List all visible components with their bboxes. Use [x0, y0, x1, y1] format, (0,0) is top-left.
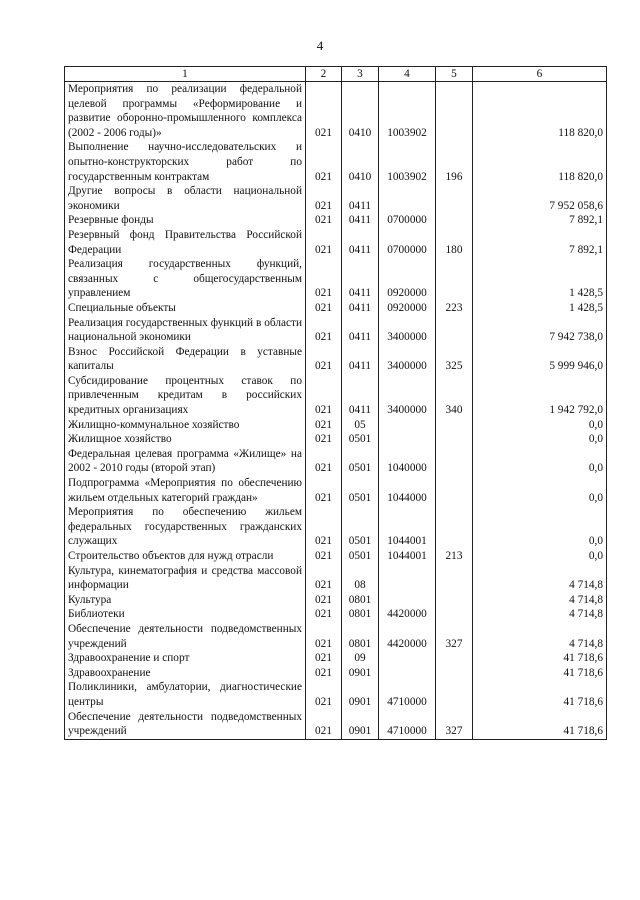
row-col-3: 0901 — [342, 680, 379, 709]
row-col-4: 4420000 — [379, 607, 436, 622]
row-col-5 — [436, 476, 473, 505]
row-item-name: Специальные объекты — [65, 301, 306, 316]
row-col-4: 0700000 — [379, 228, 436, 257]
table-row — [65, 607, 607, 622]
table-row — [65, 432, 607, 447]
row-col-4 — [379, 564, 436, 593]
row-col-3: 0501 — [342, 549, 379, 564]
row-col-5 — [436, 666, 473, 681]
row-amount: 4 714,8 — [473, 593, 607, 608]
table-row — [65, 82, 607, 141]
row-col-4: 1044000 — [379, 476, 436, 505]
row-amount: 41 718,6 — [473, 666, 607, 681]
row-item-name: Поликлиники, амбулатории, диагностические центры — [65, 680, 306, 709]
row-amount: 0,0 — [473, 549, 607, 564]
table-row — [65, 228, 607, 257]
row-col-3: 0411 — [342, 257, 379, 301]
table-row — [65, 651, 607, 666]
row-amount: 7 892,1 — [473, 228, 607, 257]
row-col-4: 0920000 — [379, 301, 436, 316]
row-col-4: 4420000 — [379, 622, 436, 651]
row-col-2: 021 — [306, 316, 342, 345]
row-col-4: 1040000 — [379, 447, 436, 476]
row-col-4: 0920000 — [379, 257, 436, 301]
row-col-2: 021 — [306, 666, 342, 681]
row-col-4: 1003902 — [379, 82, 436, 141]
row-col-5: 327 — [436, 622, 473, 651]
column-header-5: 5 — [436, 67, 473, 82]
row-col-3: 0801 — [342, 593, 379, 608]
row-item-name: Культура — [65, 593, 306, 608]
table-row — [65, 680, 607, 709]
row-amount: 118 820,0 — [473, 82, 607, 141]
row-col-5 — [436, 418, 473, 433]
table-row — [65, 140, 607, 184]
row-col-3: 0410 — [342, 82, 379, 141]
row-amount: 0,0 — [473, 418, 607, 433]
row-col-2: 021 — [306, 651, 342, 666]
row-col-3: 0501 — [342, 447, 379, 476]
row-item-name: Здравоохранение и спорт — [65, 651, 306, 666]
column-header-2: 2 — [306, 67, 342, 82]
row-col-3: 0901 — [342, 666, 379, 681]
budget-table — [64, 66, 607, 740]
row-col-4: 4710000 — [379, 710, 436, 740]
header-row — [65, 67, 607, 82]
row-item-name: Резервный фонд Правительства Российской Федерации — [65, 228, 306, 257]
row-col-5 — [436, 432, 473, 447]
row-col-3: 0411 — [342, 316, 379, 345]
row-col-4: 0700000 — [379, 213, 436, 228]
row-col-4 — [379, 651, 436, 666]
row-col-5: 327 — [436, 710, 473, 740]
row-amount: 0,0 — [473, 505, 607, 549]
row-col-2: 021 — [306, 710, 342, 740]
row-item-name: Взнос Российской Федерации в уставные капиталы — [65, 345, 306, 374]
row-col-5 — [436, 607, 473, 622]
row-col-2: 021 — [306, 184, 342, 213]
row-item-name: Культура, кинематография и средства массовой информации — [65, 564, 306, 593]
row-col-2: 021 — [306, 432, 342, 447]
row-item-name: Реализация государственных функций, связанных с общегосударственным управлением — [65, 257, 306, 301]
row-item-name: Субсидирование процентных ставок по привлеченным кредитам в российских кредитных организациях — [65, 374, 306, 418]
table-row — [65, 505, 607, 549]
row-amount: 7 892,1 — [473, 213, 607, 228]
row-item-name: Реализация государственных функций в области национальной экономики — [65, 316, 306, 345]
row-amount: 5 999 946,0 — [473, 345, 607, 374]
table-row — [65, 374, 607, 418]
row-amount: 1 428,5 — [473, 301, 607, 316]
row-col-3: 0501 — [342, 432, 379, 447]
row-col-3: 0411 — [342, 374, 379, 418]
row-amount: 0,0 — [473, 447, 607, 476]
table-row — [65, 549, 607, 564]
table-row — [65, 213, 607, 228]
row-col-3: 05 — [342, 418, 379, 433]
table-row — [65, 564, 607, 593]
row-col-2: 021 — [306, 374, 342, 418]
row-col-4 — [379, 184, 436, 213]
table-row — [65, 447, 607, 476]
row-col-5 — [436, 257, 473, 301]
row-col-4: 1044001 — [379, 549, 436, 564]
row-amount: 7 952 058,6 — [473, 184, 607, 213]
row-col-2: 021 — [306, 345, 342, 374]
row-col-3: 0411 — [342, 213, 379, 228]
row-col-5 — [436, 316, 473, 345]
table-header — [65, 67, 607, 82]
column-header-6: 6 — [473, 67, 607, 82]
row-col-4: 3400000 — [379, 316, 436, 345]
row-col-2: 021 — [306, 549, 342, 564]
row-amount: 41 718,6 — [473, 710, 607, 740]
row-item-name: Жилищно-коммунальное хозяйство — [65, 418, 306, 433]
row-col-5 — [436, 213, 473, 228]
row-col-5 — [436, 505, 473, 549]
table-row — [65, 710, 607, 740]
row-amount: 0,0 — [473, 432, 607, 447]
row-amount: 4 714,8 — [473, 622, 607, 651]
row-col-3: 0501 — [342, 505, 379, 549]
table-row — [65, 593, 607, 608]
row-col-5: 340 — [436, 374, 473, 418]
row-col-5: 196 — [436, 140, 473, 184]
row-item-name: Здравоохранение — [65, 666, 306, 681]
row-col-2: 021 — [306, 476, 342, 505]
row-col-2: 021 — [306, 418, 342, 433]
row-amount: 41 718,6 — [473, 651, 607, 666]
row-col-2: 021 — [306, 82, 342, 141]
row-col-3: 09 — [342, 651, 379, 666]
row-col-3: 0901 — [342, 710, 379, 740]
row-col-3: 0411 — [342, 228, 379, 257]
row-col-5: 180 — [436, 228, 473, 257]
row-col-4 — [379, 593, 436, 608]
row-col-2: 021 — [306, 228, 342, 257]
row-col-5: 325 — [436, 345, 473, 374]
row-col-3: 0501 — [342, 476, 379, 505]
row-col-4: 4710000 — [379, 680, 436, 709]
row-col-4: 1044001 — [379, 505, 436, 549]
column-header-4: 4 — [379, 67, 436, 82]
row-col-3: 0801 — [342, 607, 379, 622]
column-header-3: 3 — [342, 67, 379, 82]
row-col-3: 0411 — [342, 301, 379, 316]
row-item-name: Федеральная целевая программа «Жилище» на 2002 - 2010 годы (второй этап) — [65, 447, 306, 476]
row-col-5 — [436, 447, 473, 476]
row-item-name: Мероприятия по обеспечению жильем федеральных государственных гражданских служащих — [65, 505, 306, 549]
row-amount: 1 428,5 — [473, 257, 607, 301]
column-header-1: 1 — [65, 67, 306, 82]
row-col-5 — [436, 680, 473, 709]
row-col-4: 3400000 — [379, 374, 436, 418]
row-amount: 4 714,8 — [473, 564, 607, 593]
row-item-name: Мероприятия по реализации федеральной целевой программы «Реформирование и развитие оборонно-промышленного комплекса (2002 - 2006 годы)» — [65, 82, 306, 141]
row-col-5 — [436, 593, 473, 608]
row-item-name: Другие вопросы в области национальной экономики — [65, 184, 306, 213]
row-col-2: 021 — [306, 505, 342, 549]
page-number: 4 — [316, 38, 324, 53]
table-row — [65, 622, 607, 651]
row-col-3: 0411 — [342, 184, 379, 213]
row-col-3: 0411 — [342, 345, 379, 374]
row-col-5 — [436, 651, 473, 666]
row-amount: 1 942 792,0 — [473, 374, 607, 418]
row-amount: 4 714,8 — [473, 607, 607, 622]
table-row — [65, 316, 607, 345]
row-col-2: 021 — [306, 257, 342, 301]
table-body — [65, 82, 607, 740]
row-col-2: 021 — [306, 564, 342, 593]
row-col-4 — [379, 666, 436, 681]
row-col-2: 021 — [306, 607, 342, 622]
row-amount: 0,0 — [473, 476, 607, 505]
row-item-name: Библиотеки — [65, 607, 306, 622]
row-amount: 7 942 738,0 — [473, 316, 607, 345]
row-col-2: 021 — [306, 622, 342, 651]
row-col-2: 021 — [306, 447, 342, 476]
row-item-name: Подпрограмма «Мероприятия по обеспечению жильем отдельных категорий граждан» — [65, 476, 306, 505]
row-amount: 118 820,0 — [473, 140, 607, 184]
row-col-2: 021 — [306, 680, 342, 709]
row-col-5 — [436, 184, 473, 213]
row-col-4: 3400000 — [379, 345, 436, 374]
table-row — [65, 345, 607, 374]
row-col-4 — [379, 432, 436, 447]
row-col-5 — [436, 564, 473, 593]
row-item-name: Выполнение научно-исследовательских и опытно-конструкторских работ по государственным контрактам — [65, 140, 306, 184]
row-col-2: 021 — [306, 593, 342, 608]
table-row — [65, 666, 607, 681]
row-item-name: Обеспечение деятельности подведомственных учреждений — [65, 622, 306, 651]
row-col-3: 0801 — [342, 622, 379, 651]
table-row — [65, 418, 607, 433]
row-col-2: 021 — [306, 213, 342, 228]
row-item-name: Обеспечение деятельности подведомственных учреждений — [65, 710, 306, 740]
row-item-name: Жилищное хозяйство — [65, 432, 306, 447]
row-item-name: Резервные фонды — [65, 213, 306, 228]
row-col-3: 0410 — [342, 140, 379, 184]
row-col-4 — [379, 418, 436, 433]
table-row — [65, 257, 607, 301]
table-row — [65, 476, 607, 505]
table-row — [65, 301, 607, 316]
row-amount: 41 718,6 — [473, 680, 607, 709]
row-col-3: 08 — [342, 564, 379, 593]
row-col-4: 1003902 — [379, 140, 436, 184]
row-col-5: 223 — [436, 301, 473, 316]
row-item-name: Строительство объектов для нужд отрасли — [65, 549, 306, 564]
row-col-2: 021 — [306, 301, 342, 316]
row-col-2: 021 — [306, 140, 342, 184]
row-col-5 — [436, 82, 473, 141]
table-row — [65, 184, 607, 213]
row-col-5: 213 — [436, 549, 473, 564]
